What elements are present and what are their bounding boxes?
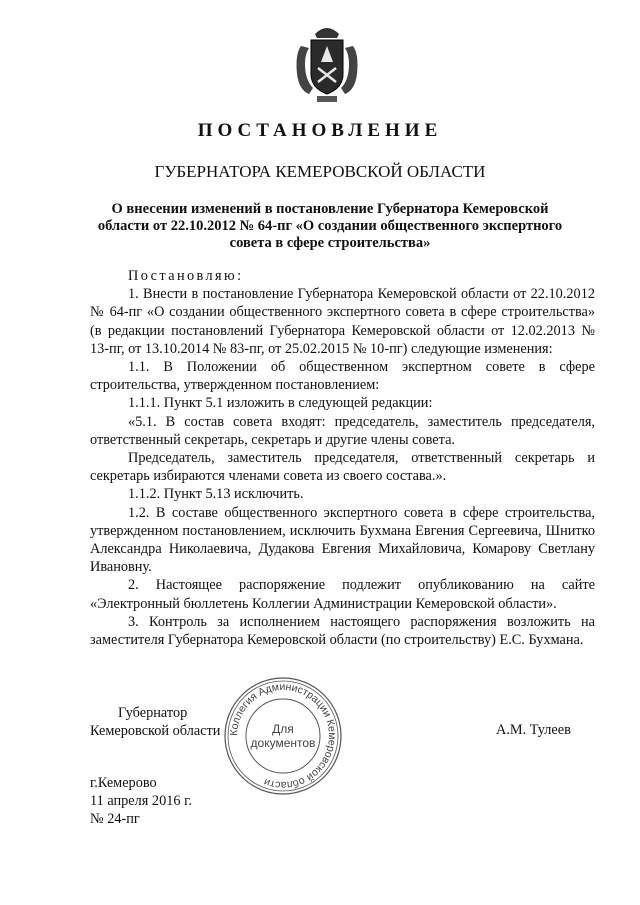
paragraph-1-1-1: 1.1.1. Пункт 5.1 изложить в следующей редакции: <box>128 395 433 412</box>
stamp-ring-text: Коллегия Администрации Кемеровской области <box>227 680 339 792</box>
signatory-name: А.М. Тулеев <box>496 722 571 738</box>
signatory-title-line2: Кемеровской области <box>90 723 221 740</box>
document-body <box>90 267 595 649</box>
date: 11 апреля 2016 г. <box>90 793 192 810</box>
paragraph-2: 2. Настоящее распоряжение подлежит опубликованию на сайте «Электронный бюллетень Коллегии Администрации Кемеровской области». <box>90 577 595 612</box>
paragraph-1-2: 1.2. В составе общественного экспертного совета в сфере строительства, утвержденном постановлением, исключить Бухмана Евгения Сергеевича, Шнитко Александра Николаевича, Дудакова Евгения Михайловича, Комарову Светлану Ивановну. <box>90 504 595 576</box>
paragraph-5-1: «5.1. В состав совета входят: председатель, заместитель председателя, ответственный секретарь, секретарь и другие члены совета. <box>90 413 595 448</box>
paragraph-1: 1. Внести в постановление Губернатора Кемеровской области от 22.10.2012 № 64-пг «О создании общественного экспертного совета в сфере строительства» (в редакции постановлений Губернатора Кемеровской области от 12.02.2013 № 13-пг, от 13.10.2014 № 83-пг, от 25.02.2015 № 10-пг) следующие изменения: <box>90 286 595 357</box>
official-stamp <box>222 675 344 797</box>
paragraph-chair: Председатель, заместитель председателя, ответственный секретарь и секретарь избираются членами совета из своего состава.». <box>90 450 595 485</box>
coat-of-arms-icon <box>291 18 363 108</box>
signatory-title-line1: Губернатор <box>118 705 188 721</box>
issuing-authority: ГУБЕРНАТОРА КЕМЕРОВСКОЙ ОБЛАСТИ <box>154 162 486 181</box>
document-type: ПОСТАНОВЛЕНИЕ <box>197 120 443 141</box>
resolution-intro: Постановляю: <box>128 268 244 284</box>
stamp-center-line2: документов <box>250 736 316 750</box>
place-and-date <box>90 774 192 829</box>
paragraph-3: 3. Контроль за исполнением настоящего распоряжения возложить на заместителя Губернатора Кемеровской области (по строительству) Е.С. Бухмана. <box>90 613 595 649</box>
stamp-center-line1: Для <box>272 722 294 736</box>
document-number: № 24-пг <box>90 811 140 828</box>
paragraph-1-1: 1.1. В Положении об общественном экспертном совете в сфере строительства, утвержденном постановлением: <box>90 359 595 394</box>
place: г.Кемерово <box>90 775 157 791</box>
signatory-title <box>90 704 220 740</box>
paragraph-1-1-2: 1.1.2. Пункт 5.13 исключить. <box>128 486 304 503</box>
document-subject: О внесении изменений в постановление Губернатора Кемеровской области от 22.10.2012 № 64-пг «О создании общественного экспертного совета в сфере строительства» <box>97 201 563 251</box>
